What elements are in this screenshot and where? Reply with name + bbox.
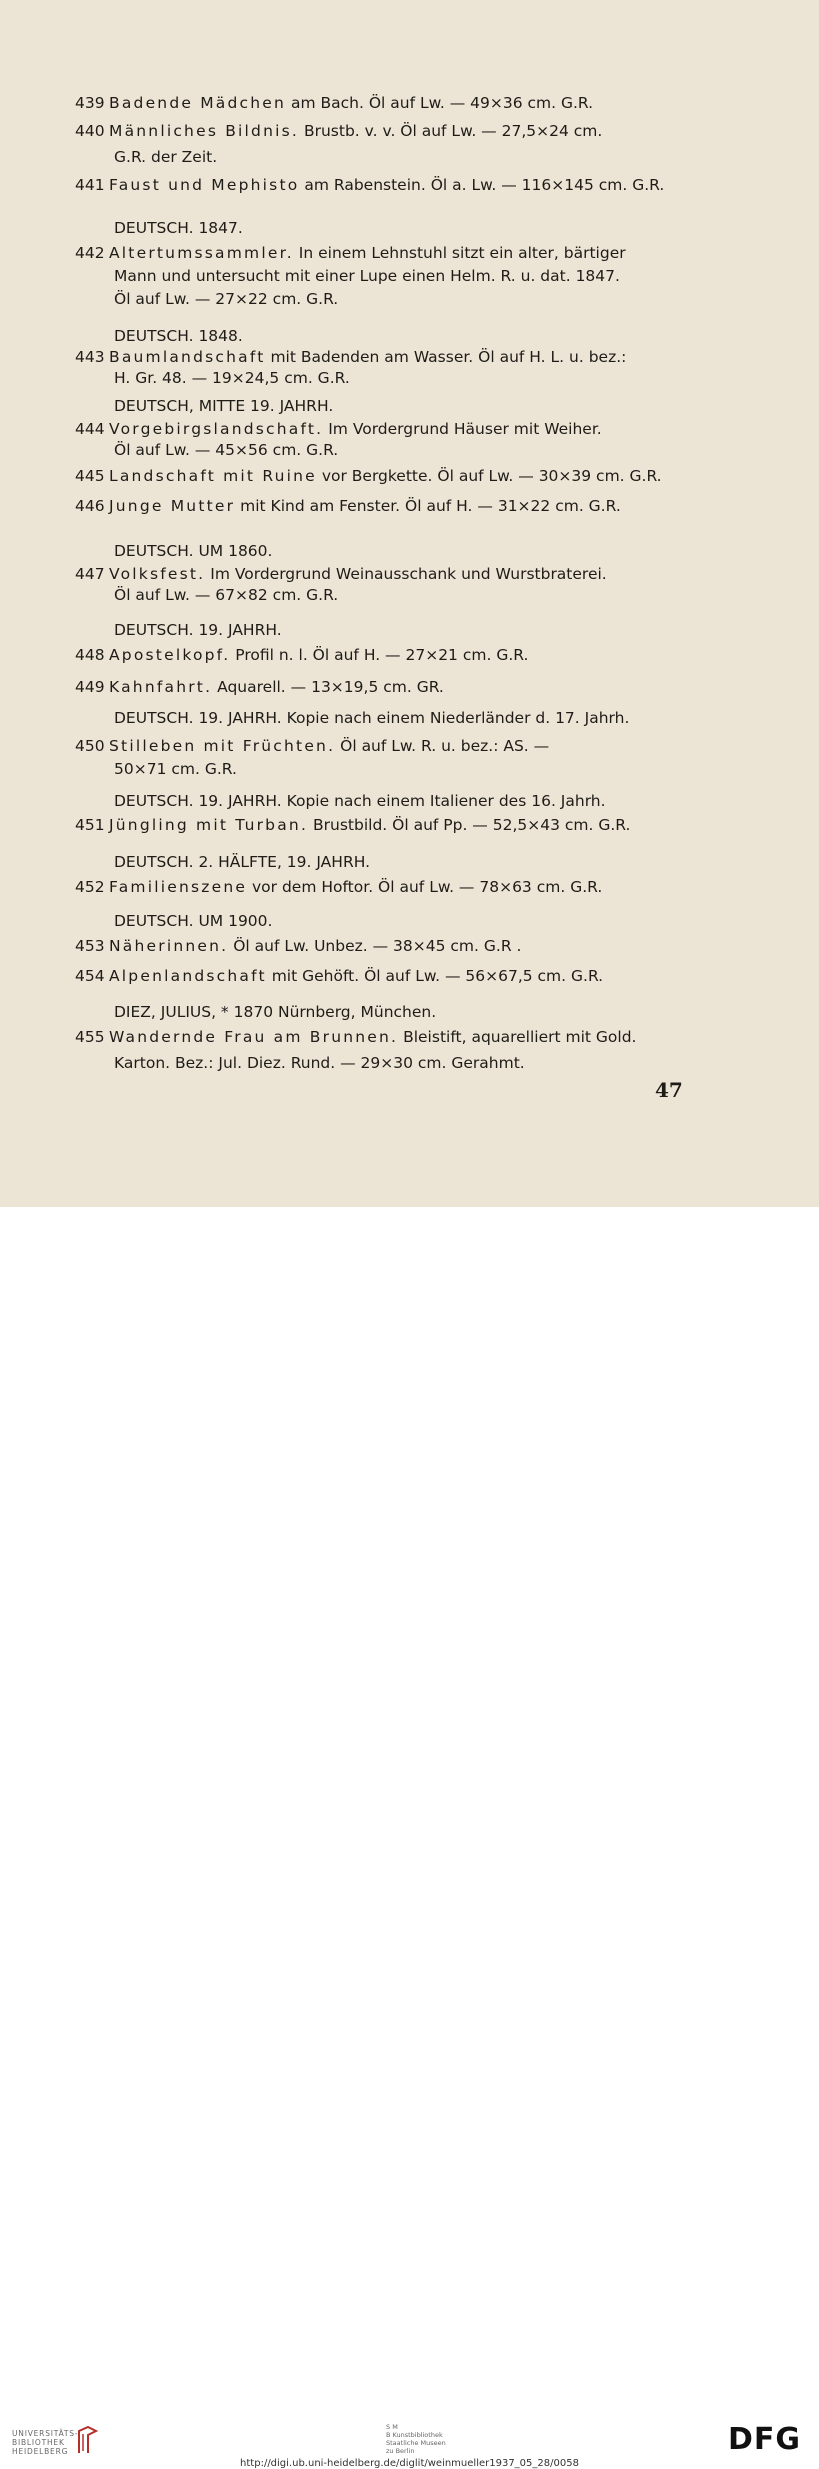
entry-title: Familienszene — [109, 878, 248, 896]
entry-text: Bleistift, aquarelliert mit Gold. — [398, 1028, 637, 1046]
entry-text: am Rabenstein. Öl a. Lw. — 116×145 cm. G.R. — [299, 176, 665, 194]
catalog-page — [0, 0, 819, 1207]
smb-line: Staatliche Museen — [386, 2439, 446, 2447]
catalog-entry — [75, 736, 549, 756]
smb-logo-text[interactable] — [386, 2423, 446, 2455]
uhd-line: UNIVERSITÄTS- — [12, 2429, 79, 2438]
entry-number: 453 — [75, 937, 105, 955]
section-header: DEUTSCH. UM 1900. — [114, 912, 273, 930]
entry-text: Öl auf Lw. R. u. bez.: AS. — — [335, 737, 550, 755]
entry-number: 455 — [75, 1028, 105, 1046]
entry-number: 447 — [75, 565, 105, 583]
smb-line: S M — [386, 2423, 398, 2431]
entry-number: 446 — [75, 497, 105, 515]
catalog-entry — [75, 677, 444, 697]
entry-text: Öl auf Lw. Unbez. — 38×45 cm. G.R . — [228, 937, 522, 955]
catalog-entry — [75, 347, 626, 367]
section-header: DIEZ, JULIUS, * 1870 Nürnberg, München. — [114, 1003, 437, 1021]
entry-number: 442 — [75, 244, 105, 262]
catalog-entry — [75, 466, 662, 486]
entry-number: 454 — [75, 967, 105, 985]
entry-number: 439 — [75, 94, 105, 112]
entry-title: Landschaft mit Ruine — [109, 467, 317, 485]
dfg-logo[interactable]: DFG — [728, 2422, 802, 2457]
entry-title: Wandernde Frau am Brunnen. — [109, 1028, 399, 1046]
entry-continuation: G.R. der Zeit. — [114, 148, 218, 166]
catalog-entry — [75, 419, 602, 439]
section-header: DEUTSCH. 1847. — [114, 219, 243, 237]
entry-text: Profil n. l. Öl auf H. — 27×21 cm. G.R. — [230, 646, 529, 664]
catalog-entry — [75, 175, 664, 195]
entry-continuation: Öl auf Lw. — 67×82 cm. G.R. — [114, 586, 339, 604]
entry-title: Baumlandschaft — [109, 348, 266, 366]
entry-text: Aquarell. — 13×19,5 cm. GR. — [212, 678, 444, 696]
catalog-entry — [75, 121, 602, 141]
section-header: DEUTSCH. 1848. — [114, 327, 243, 345]
entry-number: 452 — [75, 878, 105, 896]
entry-title: Badende Mädchen — [109, 94, 287, 112]
entry-title: Vorgebirgslandschaft. — [109, 420, 324, 438]
catalog-entry — [75, 1027, 636, 1047]
uhd-line: BIBLIOTHEK — [12, 2438, 65, 2447]
entry-title: Faust und Mephisto — [109, 176, 300, 194]
entry-number: 449 — [75, 678, 105, 696]
page-number: 47 — [655, 1078, 683, 1102]
catalog-entry — [75, 936, 521, 956]
entry-continuation: Mann und untersucht mit einer Lupe einen Helm. R. u. dat. 1847. — [114, 267, 620, 285]
catalog-entry — [75, 645, 528, 665]
uhd-logo-text[interactable] — [12, 2429, 78, 2456]
entry-title: Apostelkopf. — [109, 646, 231, 664]
entry-title: Altertumssammler. — [109, 244, 294, 262]
entry-continuation: Öl auf Lw. — 27×22 cm. G.R. — [114, 290, 339, 308]
catalog-entry — [75, 93, 593, 113]
entry-continuation: Öl auf Lw. — 45×56 cm. G.R. — [114, 441, 339, 459]
smb-line: zu Berlin — [386, 2447, 415, 2455]
uhd-line: HEIDELBERG — [12, 2447, 69, 2456]
entry-continuation: H. Gr. 48. — 19×24,5 cm. G.R. — [114, 369, 350, 387]
entry-title: Männliches Bildnis. — [109, 122, 300, 140]
entry-text: mit Gehöft. Öl auf Lw. — 56×67,5 cm. G.R. — [266, 967, 604, 985]
catalog-entry — [75, 877, 602, 897]
entry-text: Brustb. v. v. Öl auf Lw. — 27,5×24 cm. — [299, 122, 603, 140]
catalog-entry — [75, 966, 603, 986]
footer-bar — [0, 1207, 819, 2469]
section-header: DEUTSCH. UM 1860. — [114, 542, 273, 560]
entry-number: 448 — [75, 646, 105, 664]
entry-number: 445 — [75, 467, 105, 485]
entry-text: vor Bergkette. Öl auf Lw. — 30×39 cm. G.R. — [316, 467, 662, 485]
catalog-entry — [75, 496, 621, 516]
source-url[interactable]: http://digi.ub.uni-heidelberg.de/diglit/weinmueller1937_05_28/0058 — [240, 2458, 579, 2469]
entry-title: Kahnfahrt. — [109, 678, 213, 696]
entry-title: Stilleben mit Früchten. — [109, 737, 336, 755]
entry-number: 441 — [75, 176, 105, 194]
section-header: DEUTSCH, MITTE 19. JAHRH. — [114, 397, 334, 415]
entry-text: Im Vordergrund Weinausschank und Wurstbraterei. — [205, 565, 607, 583]
entry-title: Näherinnen. — [109, 937, 229, 955]
entry-number: 440 — [75, 122, 105, 140]
section-header: DEUTSCH. 2. HÄLFTE, 19. JAHRH. — [114, 853, 371, 871]
entry-text: vor dem Hoftor. Öl auf Lw. — 78×63 cm. G.R. — [247, 878, 603, 896]
entry-number: 450 — [75, 737, 105, 755]
catalog-entry — [75, 564, 607, 584]
entry-continuation: 50×71 cm. G.R. — [114, 760, 237, 778]
section-header: DEUTSCH. 19. JAHRH. — [114, 621, 282, 639]
entry-text: Brustbild. Öl auf Pp. — 52,5×43 cm. G.R. — [308, 816, 631, 834]
entry-text: am Bach. Öl auf Lw. — 49×36 cm. G.R. — [286, 94, 594, 112]
entry-text: mit Badenden am Wasser. Öl auf H. L. u. bez.: — [265, 348, 627, 366]
entry-number: 444 — [75, 420, 105, 438]
section-header: DEUTSCH. 19. JAHRH. Kopie nach einem Italiener des 16. Jahrh. — [114, 792, 606, 810]
entry-text: mit Kind am Fenster. Öl auf H. — 31×22 cm. G.R. — [235, 497, 621, 515]
entry-title: Volksfest. — [109, 565, 206, 583]
entry-continuation: Karton. Bez.: Jul. Diez. Rund. — 29×30 cm. Gerahmt. — [114, 1054, 525, 1072]
entry-text: In einem Lehnstuhl sitzt ein alter, bärtiger — [293, 244, 626, 262]
entry-title: Jüngling mit Turban. — [109, 816, 309, 834]
entry-number: 443 — [75, 348, 105, 366]
catalog-entry — [75, 815, 630, 835]
entry-number: 451 — [75, 816, 105, 834]
entry-text: Im Vordergrund Häuser mit Weiher. — [323, 420, 602, 438]
smb-line: B Kunstbibliothek — [386, 2431, 443, 2439]
uhd-logo-icon[interactable] — [76, 2425, 98, 2455]
section-header: DEUTSCH. 19. JAHRH. Kopie nach einem Niederländer d. 17. Jahrh. — [114, 709, 630, 727]
entry-title: Alpenlandschaft — [109, 967, 267, 985]
catalog-entry — [75, 243, 626, 263]
entry-title: Junge Mutter — [109, 497, 236, 515]
